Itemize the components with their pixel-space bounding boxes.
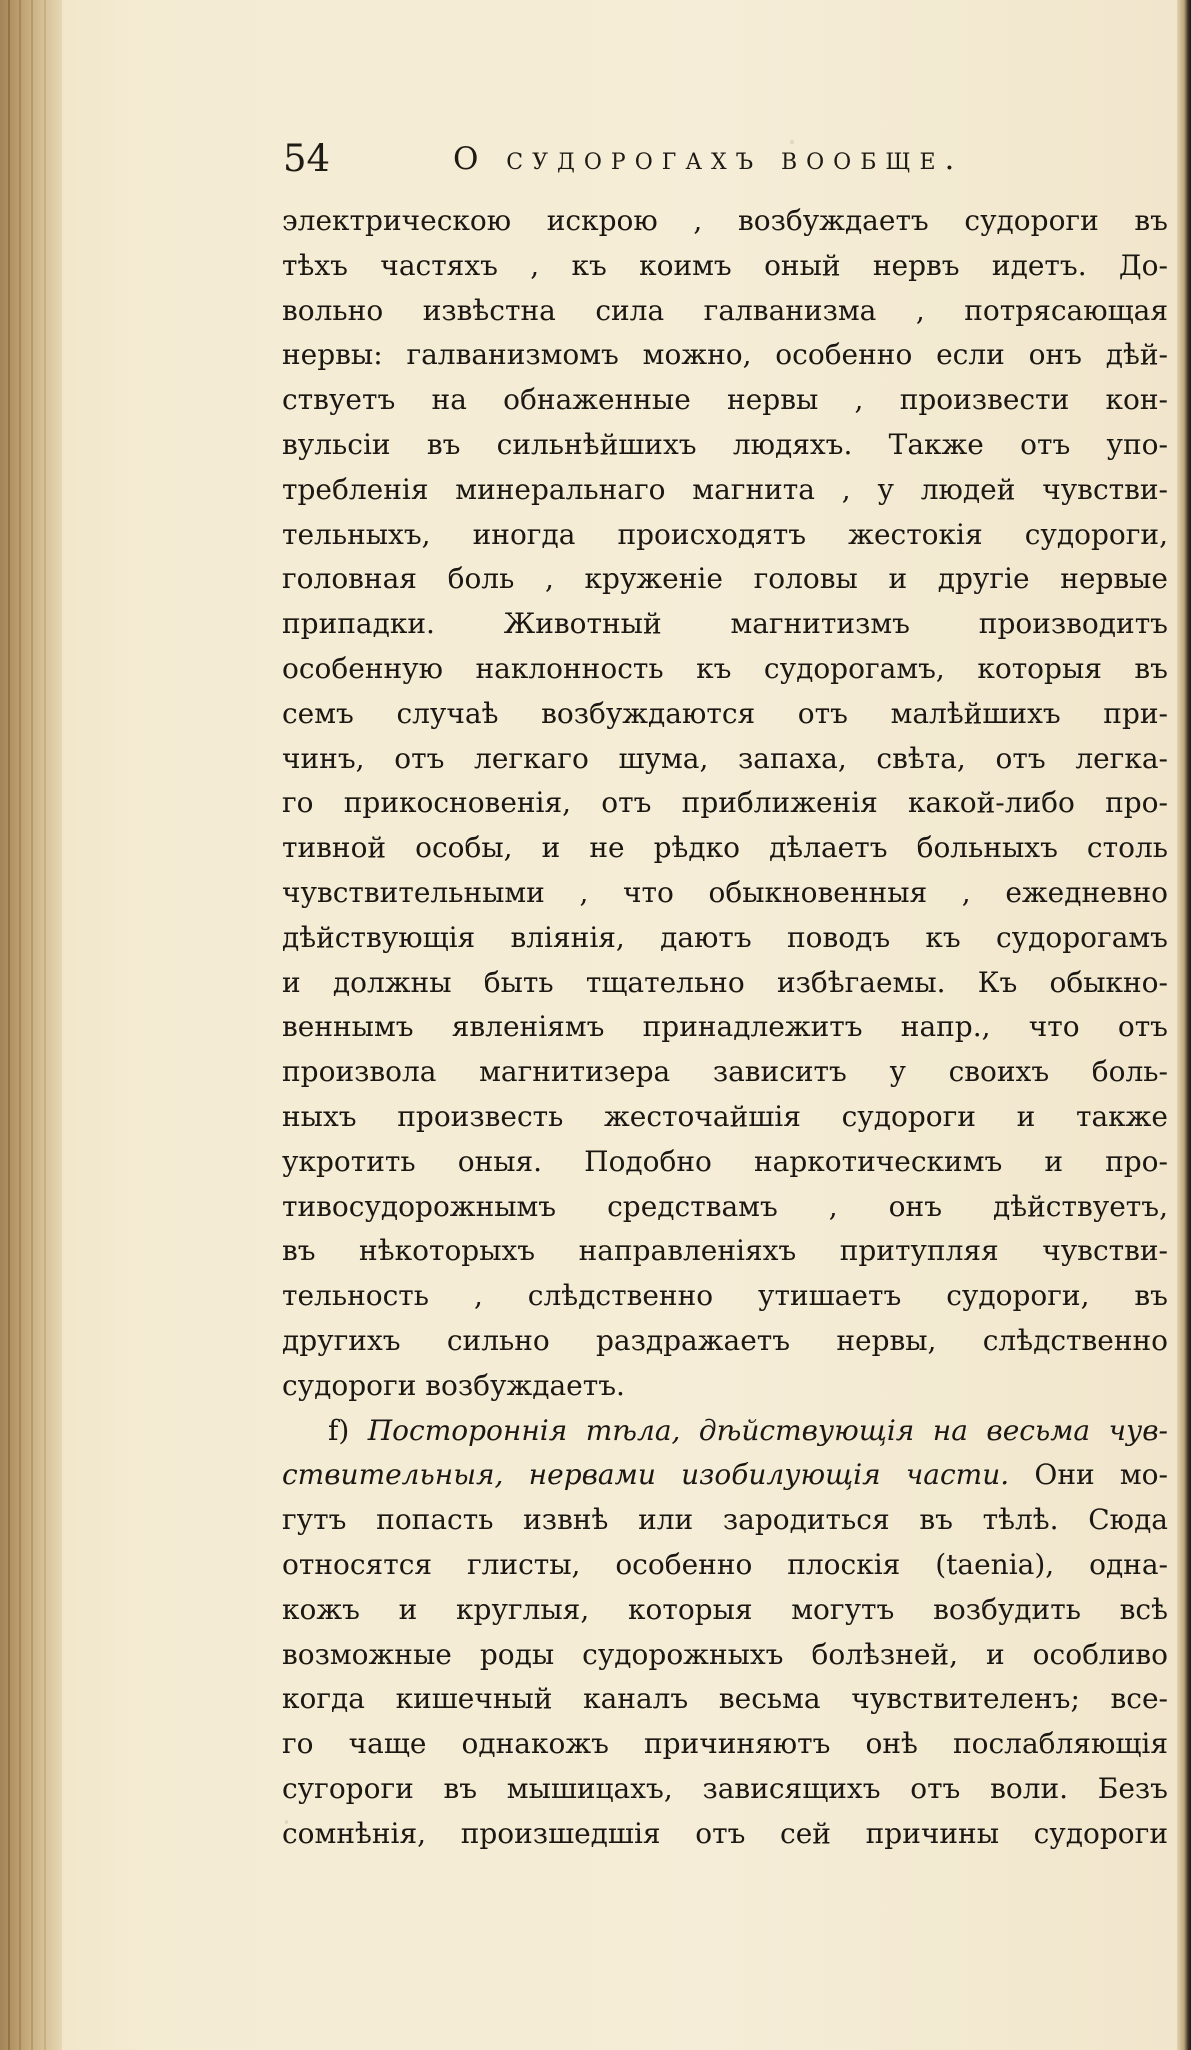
text-line: ствуетъ на обнаженные нервы , произвести кон- [282, 383, 1168, 417]
text-line: тивосудорожнымъ средствамъ , онъ дѣйствуетъ, [282, 1189, 1168, 1223]
text-line: тѣхъ частяхъ , къ коимъ оный нервъ идетъ. До- [282, 248, 1168, 282]
page-edge-shadow [1177, 0, 1191, 2050]
text-line: ныхъ произвесть жесточайшія судороги и также [282, 1099, 1168, 1133]
text-line: произвола магнитизера зависитъ у своихъ боль- [282, 1055, 1168, 1089]
text-line: вольно извѣстна сила галванизма , потрясающая [282, 293, 1168, 327]
text-line: другихъ сильно раздражаетъ нервы, слѣдственно [282, 1323, 1168, 1357]
text-line: чинъ, отъ легкаго шума, запаха, свѣта, отъ легка- [282, 741, 1168, 775]
text-line: нервы: галванизмомъ можно, особенно если онъ дѣй- [282, 338, 1168, 372]
text-line: припадки. Животный магнитизмъ производитъ [282, 607, 1168, 641]
paragraph-f-first-line [282, 1409, 1168, 1454]
text-line: тельныхъ, иногда происходятъ жестокія судороги, [282, 517, 1168, 551]
text-line: вульсіи въ сильнѣйшихъ людяхъ. Также отъ упо- [282, 427, 1168, 461]
text-line: укротить оныя. Подобно наркотическимъ и про- [282, 1144, 1168, 1178]
text-line: чувствительными , что обыкновенныя , ежедневно [282, 875, 1168, 909]
page-gutter [0, 0, 62, 2050]
text-line: гутъ попасть извнѣ или зародиться въ тѣлѣ. Сюда [282, 1503, 1168, 1537]
text-line: судороги возбуждаетъ. [282, 1368, 625, 1402]
text-line: электрическою искрою , возбуждаетъ судороги въ [282, 204, 1168, 237]
text-line: и должны быть тщательно избѣгаемы. Къ обыкно- [282, 965, 1168, 999]
text-line: въ нѣкоторыхъ направленіяхъ притупляя чувстви- [282, 1234, 1168, 1268]
text-line: го чаще однакожъ причиняютъ онѣ послабляющія [282, 1727, 1168, 1761]
body-text [282, 199, 1168, 1856]
paragraph-marker: f) [328, 1413, 350, 1447]
italic-heading: Постороннія тѣла, дѣйствующія на весьма чув- [367, 1413, 1168, 1447]
text-line: дѣйствующія вліянія, даютъ поводъ къ судорогамъ [282, 920, 1168, 954]
text-line: особенную наклонность къ судорогамъ, которыя въ [282, 651, 1168, 685]
text-line: кожъ и круглыя, которыя могутъ возбудить всѣ [282, 1592, 1168, 1626]
text-line: требленія минеральнаго магнита , у людей чувстви- [282, 472, 1168, 506]
text-line: тельность , слѣдственно утишаетъ судороги, въ [282, 1279, 1168, 1313]
text-line: головная боль , круженіе головы и другіе нервые [282, 562, 1168, 596]
page-header [283, 136, 1163, 182]
text-span: Они мо- [1009, 1458, 1168, 1492]
text-line: семъ случаѣ возбуждаются отъ малѣйшихъ при- [282, 696, 1168, 730]
italic-heading: ствительныя, нервами изобилующія части. [282, 1458, 1010, 1492]
paragraph-f-second-line [282, 1453, 1168, 1498]
running-title: О судорогахъ вообще. [453, 141, 964, 177]
text-line: веннымъ явленіямъ принадлежитъ напр., что отъ [282, 1010, 1168, 1044]
text-line: сугороги въ мышицахъ, зависящихъ отъ воли. Безъ [282, 1771, 1168, 1805]
text-line: когда кишечный каналъ весьма чувствителенъ; все- [282, 1682, 1168, 1716]
text-line: сомнѣнія, произшедшія отъ сей причины судороги [282, 1816, 1168, 1850]
text-line: го прикосновенія, отъ приближенія какой-либо про- [282, 786, 1168, 820]
text-line: возможные роды судорожныхъ болѣзней, и особливо [282, 1637, 1168, 1671]
page-number: 54 [283, 137, 331, 180]
text-line: относятся глисты, особенно плоскія (taenia), одна- [282, 1547, 1168, 1581]
text-line: тивной особы, и не рѣдко дѣлаетъ больныхъ столь [282, 831, 1168, 865]
